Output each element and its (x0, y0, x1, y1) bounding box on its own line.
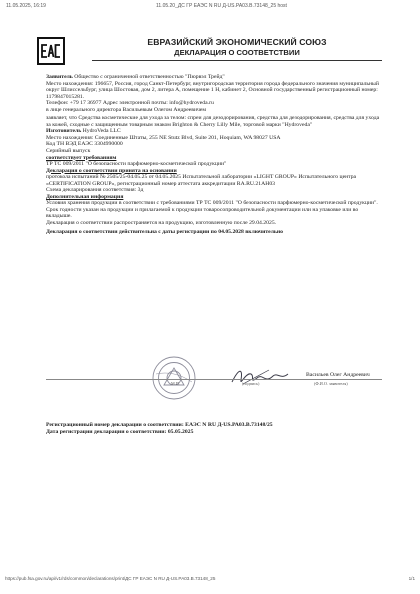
eac-logo-icon (39, 39, 63, 63)
union-title: ЕВРАЗИЙСКИЙ ЭКОНОМИЧЕСКИЙ СОЮЗ (147, 37, 327, 47)
validity-lead: Декларация о соответствии действительна с даты регистрации по (46, 228, 217, 235)
basis-text: протокола испытаний № 2505/25-04.05.25 от 04.05.2025 Испытательной лаборатории «LIGHT GROUP» Испытательного центра «CERTIFICATION GROUP», регистрационный номер аттестата аккредитации RA.RU.21АН03 (46, 174, 357, 187)
manufacturer-address: Место нахождения: Соединенные Штаты, 255 NE Stutz Blvd, Suite 201, Hoquiam, WA 98027 USA (46, 134, 281, 141)
title-divider (92, 60, 382, 61)
distribution-text: Декларация о соответствии распространяется на продукцию, изготовленную после 29.04.2025. (46, 220, 277, 227)
declaration-title: ДЕКЛАРАЦИЯ О СООТВЕТСТВИИ (174, 48, 300, 57)
print-title: 11.05.20_ДС ГР ЕАЭС N RU Д-US.РА03.В.73148_25 host (156, 3, 287, 9)
applicant-label: Заявитель (46, 74, 73, 80)
signature-line (46, 379, 382, 380)
print-url: https://pub.fsa.gov.ru/api/v1/rds/common/declarations/print/ДС ГР ЕАЭС N RU Д-US.РА03.В.73148_25 (5, 576, 216, 581)
serial-issue: Серийный выпуск (46, 148, 91, 155)
browser-print-header (6, 3, 414, 11)
seal-stamp-icon (150, 354, 198, 402)
additional-text: Условия хранения продукции в соответствии с требованиями ТР ТС 009/2011 "О безопасности парфюмерно-косметической продукции". Срок годности указан на продукции и прилагаемой к продукции товаросопроводительной документации или на упаковке или во вкладыше. (46, 200, 378, 220)
signature-row (46, 368, 382, 394)
declared-product: заявляет, что Средства косметические для ухода за телом: спреи для дезодорирования, средства для дезодорирования, средства для ухода за кожей, сходные с защищенным товарным знаком Brighton & Cherry Lilly Mile, торговой марки "Hydroveda" (46, 115, 380, 128)
eac-mark (37, 37, 65, 65)
registration-number-label: Регистрационный номер декларации о соответствии: (46, 422, 184, 428)
validity-line (46, 229, 382, 236)
name-caption: (Ф.И.О. заявителя) (314, 381, 348, 386)
page-number: 1/1 (408, 576, 415, 581)
print-date: 11.05.2025, 16:19 (6, 3, 46, 9)
applicant-contacts: Телефон: +79 17 36977 Адрес электронной почты: info@hydroveda.ru (46, 100, 214, 107)
registration-number: ЕАЭС N RU Д-US.РА03.В.73148/25 (185, 422, 273, 428)
additional-heading: Дополнительная информация (46, 193, 124, 200)
conformity-standard: ТР ТС 009/2011 "О безопасности парфюмерно-косметической продукции" (46, 161, 227, 168)
registration-block (46, 422, 382, 436)
applicant-address: Место нахождения: 196657, Россия, город Санкт-Петербург, внутригородская территория города федерального значения муниципальный округ Шлиссельбург, улица Шостовая, дом 2, литера А, помещение 1 Н, кабинет 2, Основной государственный регистрационный номер: 1179847015281. (46, 80, 379, 100)
manufacturer-label: Изготовитель (46, 128, 82, 135)
registration-date-line (46, 429, 382, 436)
document-title (92, 37, 382, 57)
signature-icon (229, 364, 291, 390)
seal-caption: М.П. (171, 381, 180, 386)
applicant-representative: в лице генерального директора Васильевым Олегом Андреевичем (46, 106, 206, 113)
registration-date-label: Дата регистрации декларации о соответствии: (46, 429, 167, 435)
declaration-body (46, 74, 382, 235)
validity-tail: включительно (245, 228, 284, 235)
registration-date: 05.05.2025 (167, 429, 194, 435)
registration-number-line (46, 422, 382, 429)
signature-caption: (подпись) (242, 381, 260, 386)
validity-date: 04.05.2028 (218, 228, 244, 235)
conformity-heading: соответствует требованиям (46, 154, 117, 161)
applicant-name: Общество с ограниченной ответственностью "Пюрвэл Трейд" (74, 74, 225, 80)
product-code: Код ТН ВЭД ЕАЭС 3304990000 (46, 141, 123, 148)
manufacturer-name: HydroVeda LLC (82, 128, 121, 135)
scheme: Схема декларирования соответствия: 3д (46, 187, 144, 194)
signatory-name: Васильев Олег Андреевич (306, 372, 370, 378)
basis-heading: Декларация о соответствии принята на основании (46, 167, 177, 174)
